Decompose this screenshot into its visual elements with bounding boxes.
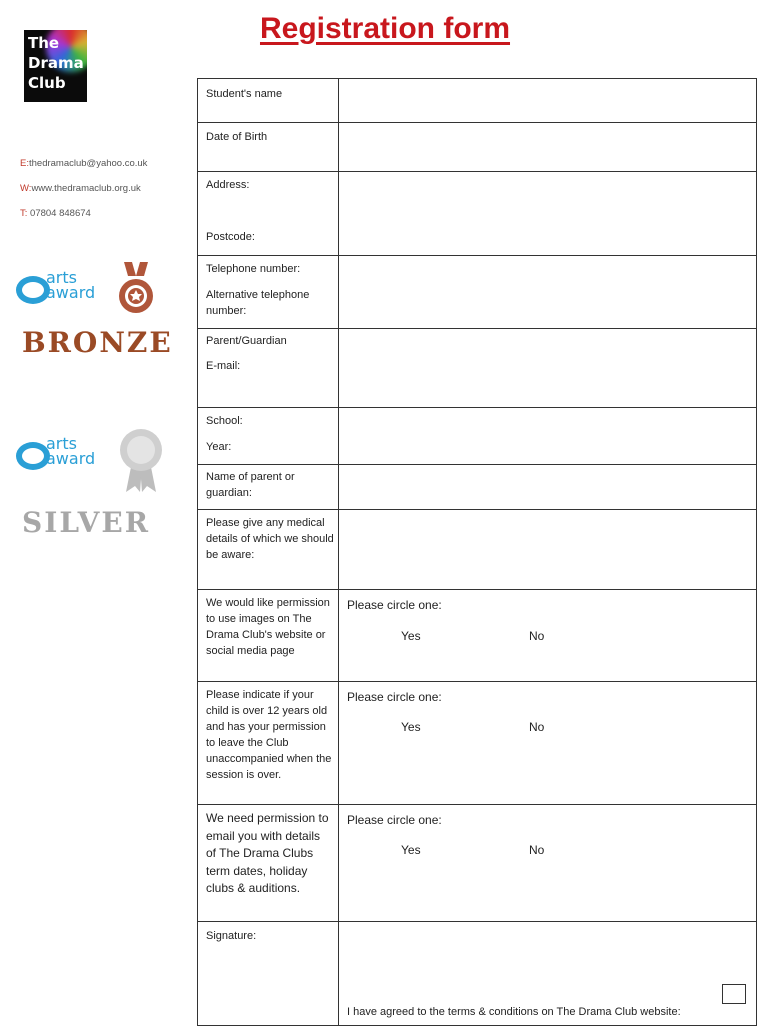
contact-email xyxy=(20,158,147,169)
row-signature xyxy=(198,922,757,1026)
brand-top: arts xyxy=(46,268,77,287)
email-key: E: xyxy=(20,158,29,169)
contact-web xyxy=(20,183,141,194)
terms-agreement-checkbox[interactable] xyxy=(722,984,746,1004)
email-yes-option[interactable]: Yes xyxy=(401,843,421,857)
brand-top: arts xyxy=(46,434,77,453)
circle-one-label: Please circle one: xyxy=(347,813,442,827)
circle-one-label: Please circle one: xyxy=(347,598,442,612)
silver-rosette-icon xyxy=(118,428,164,494)
label-parent-name: Name of parent or guardian: xyxy=(206,471,295,499)
row-dob xyxy=(198,123,757,172)
page-title: Registration form xyxy=(259,12,511,45)
label-images-permission: We would like permission to use images on The Drama Club's website or social media page xyxy=(206,597,330,657)
label-leave-permission: Please indicate if your child is over 12 years old and has your permission to leave the Club unaccompanied when the session is over. xyxy=(206,689,332,781)
brand-bottom: award xyxy=(46,283,96,302)
dob-field[interactable] xyxy=(339,123,757,172)
row-parent-name xyxy=(198,465,757,510)
leave-yes-option[interactable]: Yes xyxy=(401,720,421,734)
row-parent-email xyxy=(198,329,757,408)
registration-table xyxy=(197,78,757,1026)
label-email: E-mail: xyxy=(206,360,241,372)
silver-level-label: SILVER xyxy=(22,506,151,539)
row-medical xyxy=(198,510,757,590)
address-field[interactable] xyxy=(339,172,757,256)
label-school: School: xyxy=(206,415,243,427)
leave-no-option[interactable]: No xyxy=(529,720,545,734)
label-address: Address: xyxy=(206,179,250,191)
arts-award-silver-badge xyxy=(16,428,166,492)
label-dob: Date of Birth xyxy=(206,131,268,143)
page-title-wrap xyxy=(0,12,770,46)
row-leave-permission xyxy=(198,682,757,805)
email-no-option[interactable]: No xyxy=(529,843,545,857)
row-school xyxy=(198,408,757,465)
brand-bottom: award xyxy=(46,449,96,468)
contact-tel xyxy=(20,208,91,219)
web-value: www.thedramaclub.org.uk xyxy=(31,183,141,194)
row-email-permission xyxy=(198,805,757,922)
label-year: Year: xyxy=(206,441,232,453)
row-student-name xyxy=(198,79,757,123)
school-field[interactable] xyxy=(339,408,757,465)
arts-award-bronze-badge xyxy=(16,262,166,322)
telephone-field[interactable] xyxy=(339,256,757,329)
student-name-field[interactable] xyxy=(339,79,757,123)
row-address xyxy=(198,172,757,256)
images-yes-option[interactable]: Yes xyxy=(401,629,421,643)
web-key: W: xyxy=(20,183,32,194)
label-alt-telephone: Alternative telephone number: xyxy=(206,289,310,317)
logo-text-line-3: Club xyxy=(28,74,66,92)
medical-field[interactable] xyxy=(339,510,757,590)
label-medical: Please give any medical details of which we should be aware: xyxy=(206,517,334,561)
email-value: thedramaclub@yahoo.co.uk xyxy=(28,158,148,169)
label-telephone: Telephone number: xyxy=(206,263,301,275)
row-telephone xyxy=(198,256,757,329)
circle-one-label: Please circle one: xyxy=(347,690,442,704)
label-parent-guardian: Parent/Guardian xyxy=(206,335,287,347)
drama-club-logo xyxy=(24,30,87,102)
logo-text-line-2: Drama xyxy=(28,54,84,72)
label-email-permission: We need permission to email you with details of The Drama Clubs term dates, holiday clubs & auditions. xyxy=(206,811,329,895)
images-no-option[interactable]: No xyxy=(529,629,545,643)
row-images-permission xyxy=(198,590,757,682)
label-postcode: Postcode: xyxy=(206,231,255,243)
logo-text-line-1: The xyxy=(28,34,60,52)
arts-award-logo xyxy=(16,268,96,308)
tel-value: 07804 848674 xyxy=(30,208,91,219)
parent-name-field[interactable] xyxy=(339,465,757,510)
label-signature: Signature: xyxy=(206,930,257,942)
bronze-level-label: BRONZE xyxy=(22,326,173,359)
tel-key: T: xyxy=(20,208,28,219)
bronze-medal-icon xyxy=(116,262,156,318)
label-student-name: Student's name xyxy=(206,88,283,100)
terms-agreement-text: I have agreed to the terms & conditions on The Drama Club website: xyxy=(347,1006,681,1018)
arts-award-logo xyxy=(16,434,96,474)
parent-email-field[interactable] xyxy=(339,329,757,408)
